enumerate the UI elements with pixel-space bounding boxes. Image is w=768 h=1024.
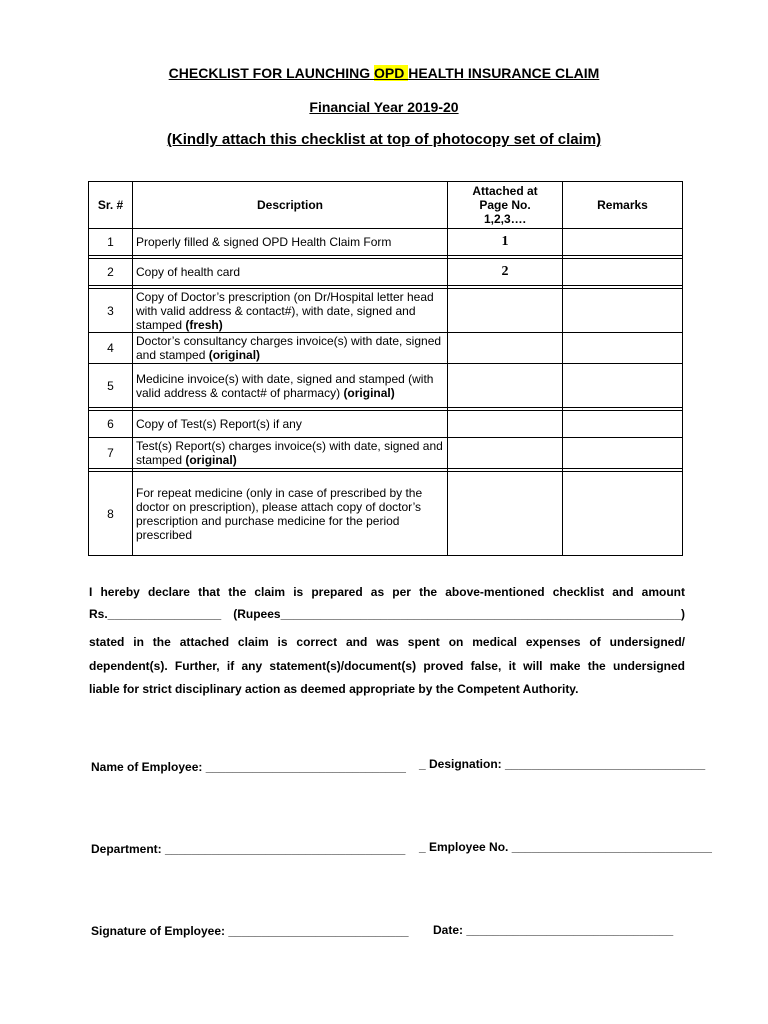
table-header-row <box>89 182 683 229</box>
row-description <box>133 229 448 256</box>
row-remarks <box>563 411 683 438</box>
row-page-no: 1 <box>448 229 563 256</box>
declaration-line-5: liable for strict disciplinary action as deemed appropriate by the Competent Authority. <box>89 682 579 696</box>
row-sr: 1 <box>89 229 133 256</box>
financial-year: Financial Year 2019-20 <box>309 99 459 115</box>
row-description <box>133 333 448 364</box>
row-remarks <box>563 364 683 408</box>
row-desc-text: Copy of Test(s) Report(s) if any <box>136 417 302 431</box>
row-page-no <box>448 472 563 556</box>
row-page-no <box>448 333 563 364</box>
header-attached-page <box>448 182 563 229</box>
row-page-no <box>448 364 563 408</box>
row-desc-text: Copy of Doctor’s prescription (on Dr/Hospital letter head with valid address & contact#), with date, signed and stamped <box>136 289 434 332</box>
row-description <box>133 472 448 556</box>
table-row <box>89 472 683 556</box>
row-description <box>133 438 448 469</box>
row-remarks <box>563 259 683 286</box>
title-text-after: HEALTH INSURANCE CLAIM <box>408 65 600 81</box>
row-sr: 4 <box>89 333 133 364</box>
row-sr: 7 <box>89 438 133 469</box>
row-page-no <box>448 289 563 333</box>
declaration-line-4: dependent(s). Further, if any statement(s)/document(s) proved false, it will make the undersigned <box>89 659 685 673</box>
title-text-before: CHECKLIST FOR LAUNCHING <box>168 65 374 81</box>
row-desc-text: Test(s) Report(s) charges invoice(s) with date, signed and stamped <box>136 439 443 467</box>
row-description <box>133 259 448 286</box>
row-remarks <box>563 289 683 333</box>
table-row <box>89 333 683 364</box>
row-desc-bold: (fresh) <box>185 317 223 332</box>
row-desc-text: Medicine invoice(s) with date, signed and stamped (with valid address & contact# of pharmacy) <box>136 371 434 400</box>
row-sr: 5 <box>89 364 133 408</box>
row-sr: 8 <box>89 472 133 556</box>
table-row <box>89 229 683 256</box>
row-page-no: 2 <box>448 259 563 286</box>
declaration-line-3: stated in the attached claim is correct and was spent on medical expenses of undersigned/ <box>89 635 685 649</box>
document-title <box>0 65 768 81</box>
header-attached-line2: Page No. <box>479 198 531 212</box>
row-sr: 6 <box>89 411 133 438</box>
header-attached-line3: 1,2,3…. <box>483 212 527 226</box>
header-remarks: Remarks <box>563 182 683 229</box>
row-description <box>133 364 448 408</box>
row-remarks <box>563 333 683 364</box>
row-sr: 2 <box>89 259 133 286</box>
header-description: Description <box>133 182 448 229</box>
table-row <box>89 364 683 408</box>
attach-note: (Kindly attach this checklist at top of photocopy set of claim) <box>166 131 602 148</box>
date-field[interactable]: Date: _______________________________ <box>433 923 674 937</box>
signature-field[interactable]: Signature of Employee: ___________________________ <box>91 924 409 938</box>
row-desc-bold: (original) <box>343 385 395 400</box>
checklist-table <box>88 181 683 556</box>
row-desc-text: Copy of health card <box>136 265 241 279</box>
row-desc-text: Doctor’s consultancy charges invoice(s) with date, signed and stamped <box>136 334 442 362</box>
table-row <box>89 259 683 286</box>
row-remarks <box>563 438 683 469</box>
table-row <box>89 411 683 438</box>
row-desc-bold: (original) <box>208 348 261 362</box>
declaration-line-1: I hereby declare that the claim is prepared as per the above-mentioned checklist and amount <box>89 585 685 599</box>
row-desc-text: Properly filled & signed OPD Health Claim Form <box>136 235 392 249</box>
row-page-no <box>448 438 563 469</box>
row-desc-bold: (original) <box>185 453 237 467</box>
designation-field[interactable]: _ Designation: ______________________________ <box>419 757 706 771</box>
header-sr: Sr. # <box>89 182 133 229</box>
row-description <box>133 411 448 438</box>
title-highlight-opd: OPD <box>374 65 409 81</box>
row-sr: 3 <box>89 289 133 333</box>
department-field[interactable]: Department: ____________________________________ <box>91 842 406 856</box>
employee-name-field[interactable]: Name of Employee: ______________________________ <box>91 760 406 774</box>
table-row <box>89 289 683 333</box>
row-page-no <box>448 411 563 438</box>
declaration-line-2: Rs._________________ (Rupees____________________________________________________________) <box>89 607 685 621</box>
header-attached-line1: Attached at <box>472 184 538 198</box>
table-row <box>89 438 683 469</box>
row-remarks <box>563 472 683 556</box>
row-remarks <box>563 229 683 256</box>
row-description <box>133 289 448 333</box>
employee-no-field[interactable]: _ Employee No. ______________________________ <box>419 840 712 854</box>
row-desc-text: For repeat medicine (only in case of prescribed by the doctor on prescription), please attach copy of doctor’s prescription and purchase medicine for the period prescribed <box>136 485 423 542</box>
